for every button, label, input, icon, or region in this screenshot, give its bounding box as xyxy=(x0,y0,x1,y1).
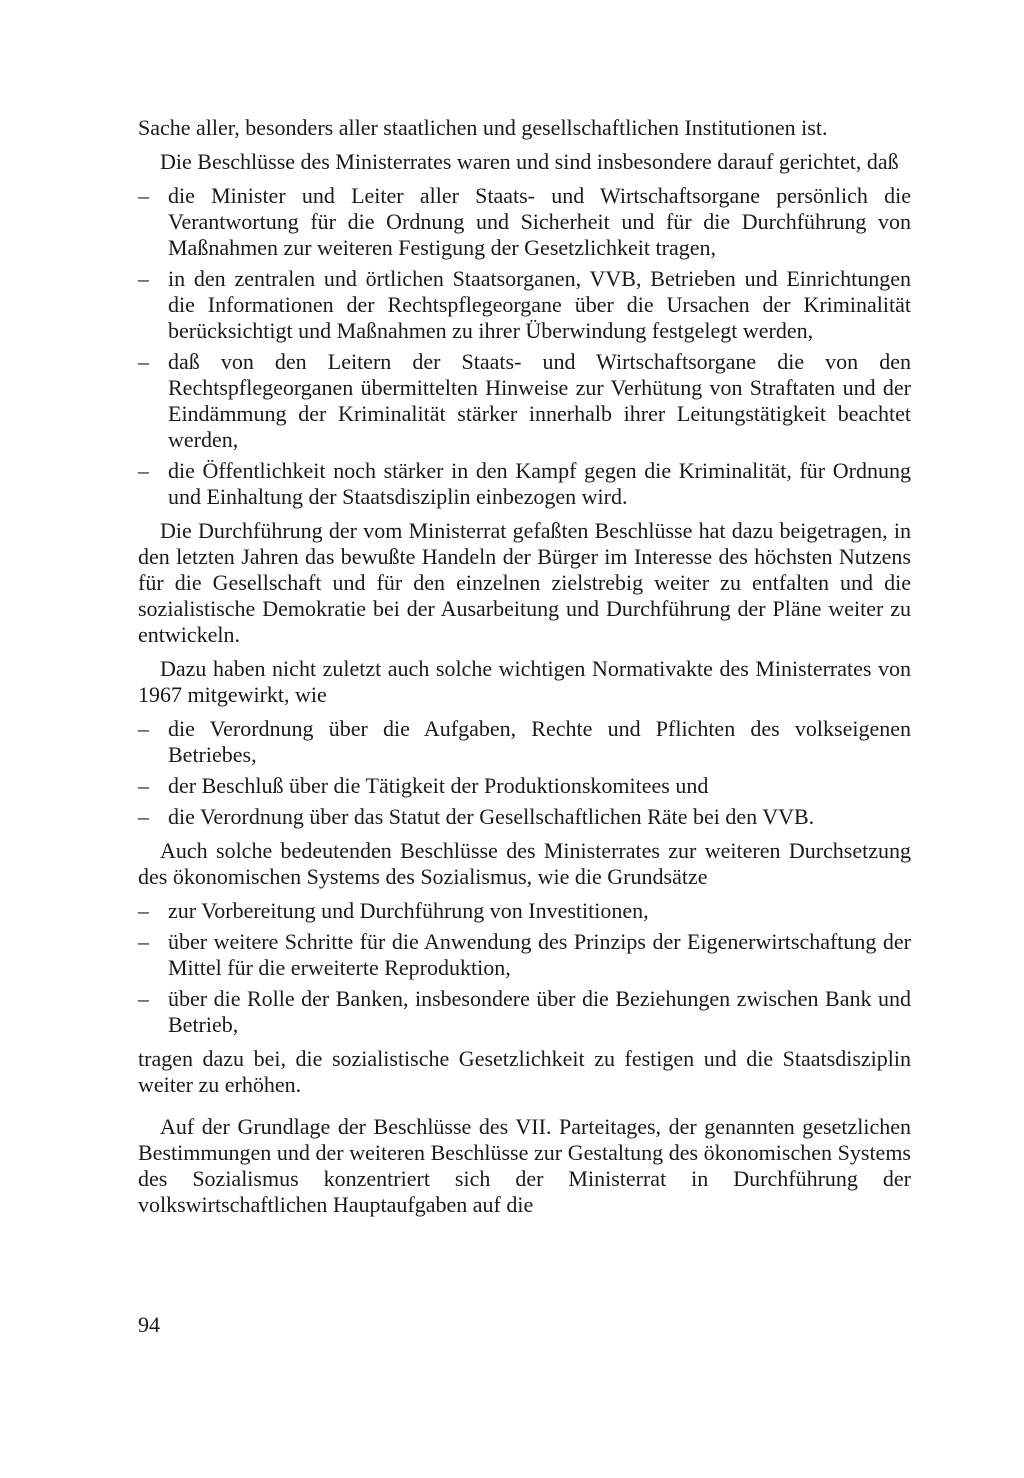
dash-bullet: – xyxy=(138,986,149,1011)
list-item xyxy=(138,898,911,924)
list-item-text: die Öffentlichkeit noch stärker in den Kampf gegen die Kriminalität, für Ordnung und Einhaltung der Staatsdisziplin einbezogen wird. xyxy=(168,458,911,509)
paragraph-resolutions-intro: Die Beschlüsse des Ministerrates waren und sind insbesondere darauf gerichtet, daß xyxy=(160,149,899,174)
dash-bullet: – xyxy=(138,349,149,374)
normative-acts-list xyxy=(138,716,911,830)
body-text xyxy=(138,115,911,1226)
list-item-text: die Verordnung über das Statut der Gesellschaftlichen Räte bei den VVB. xyxy=(168,804,815,829)
principles-list xyxy=(138,898,911,1038)
paragraph-implementation: Die Durchführung der vom Ministerrat gefaßten Beschlüsse hat dazu beigetragen, in den letzten Jahren das bewußte Handeln der Bürger im Interesse des höchsten Nutzens für die Gesellschaft und für den einzelnen zielstrebig weiter zu entfalten und die sozialistische Demokratie bei der Ausarbeitung und Durchführung der Pläne weiter zu entwickeln. xyxy=(138,518,911,647)
paragraph-economic-system: Auch solche bedeutenden Beschlüsse des Ministerrates zur weiteren Durchsetzung des ökonomischen Systems des Sozialismus, wie die Grundsätze xyxy=(138,838,911,889)
list-item xyxy=(138,458,911,510)
dash-bullet: – xyxy=(138,458,149,483)
dash-bullet: – xyxy=(138,898,149,923)
paragraph-party-congress: Auf der Grundlage der Beschlüsse des VII. Parteitages, der genannten gesetzlichen Bestimmungen und der weiteren Beschlüsse zur Gestaltung des ökonomischen Systems des Sozialismus konzentriert sich der Ministerrat in Durchführung der volkswirtschaftlichen Hauptaufgaben auf die xyxy=(138,1114,911,1217)
list-item-text: daß von den Leitern der Staats- und Wirtschaftsorgane die von den Rechtspflegeorganen übermittelten Hinweise zur Verhütung von Straftaten und der Eindämmung der Kriminalität stärker innerhalb ihrer Leitungstätigkeit beachtet werden, xyxy=(168,349,911,452)
list-item xyxy=(138,804,911,830)
page-number: 94 xyxy=(138,1312,160,1337)
paragraph-conclusion: tragen dazu bei, die sozialistische Gesetzlichkeit zu festigen und die Staatsdisziplin weiter zu erhöhen. xyxy=(138,1046,911,1097)
list-item-text: über weitere Schritte für die Anwendung des Prinzips der Eigenerwirtschaftung der Mittel für die erweiterte Reproduktion, xyxy=(168,929,911,980)
list-item-text: über die Rolle der Banken, insbesondere über die Beziehungen zwischen Bank und Betrieb, xyxy=(168,986,911,1037)
dash-bullet: – xyxy=(138,773,149,798)
dash-bullet: – xyxy=(138,266,149,291)
list-item xyxy=(138,183,911,261)
list-item-text: in den zentralen und örtlichen Staatsorganen, VVB, Betrieben und Einrichtungen die Informationen der Rechtspflegeorgane über die Ursachen der Kriminalität berücksichtigt und Maßnahmen zu ihrer Überwindung festgelegt werden, xyxy=(168,266,911,343)
list-item-text: die Minister und Leiter aller Staats- und Wirtschaftsorgane persönlich die Verantwortung für die Ordnung und Sicherheit und für die Durchführung von Maßnahmen zur weiteren Festigung der Gesetzlichkeit tragen, xyxy=(168,183,911,260)
list-item xyxy=(138,929,911,981)
list-item xyxy=(138,716,911,768)
dash-bullet: – xyxy=(138,716,149,741)
list-item xyxy=(138,266,911,344)
list-item xyxy=(138,773,911,799)
paragraph-normative-acts: Dazu haben nicht zuletzt auch solche wichtigen Normativakte des Ministerrates von 1967 mitgewirkt, wie xyxy=(138,656,911,707)
dash-bullet: – xyxy=(138,183,149,208)
dash-bullet: – xyxy=(138,804,149,829)
list-item-text: die Verordnung über die Aufgaben, Rechte und Pflichten des volkseigenen Betriebes, xyxy=(168,716,911,767)
resolutions-list xyxy=(138,183,911,510)
paragraph-continuation: Sache aller, besonders aller staatlichen und gesellschaftlichen Institutionen ist. xyxy=(138,115,828,140)
list-item xyxy=(138,986,911,1038)
dash-bullet: – xyxy=(138,929,149,954)
list-item xyxy=(138,349,911,453)
list-item-text: der Beschluß über die Tätigkeit der Produktionskomitees und xyxy=(168,773,709,798)
list-item-text: zur Vorbereitung und Durchführung von Investitionen, xyxy=(168,898,649,923)
